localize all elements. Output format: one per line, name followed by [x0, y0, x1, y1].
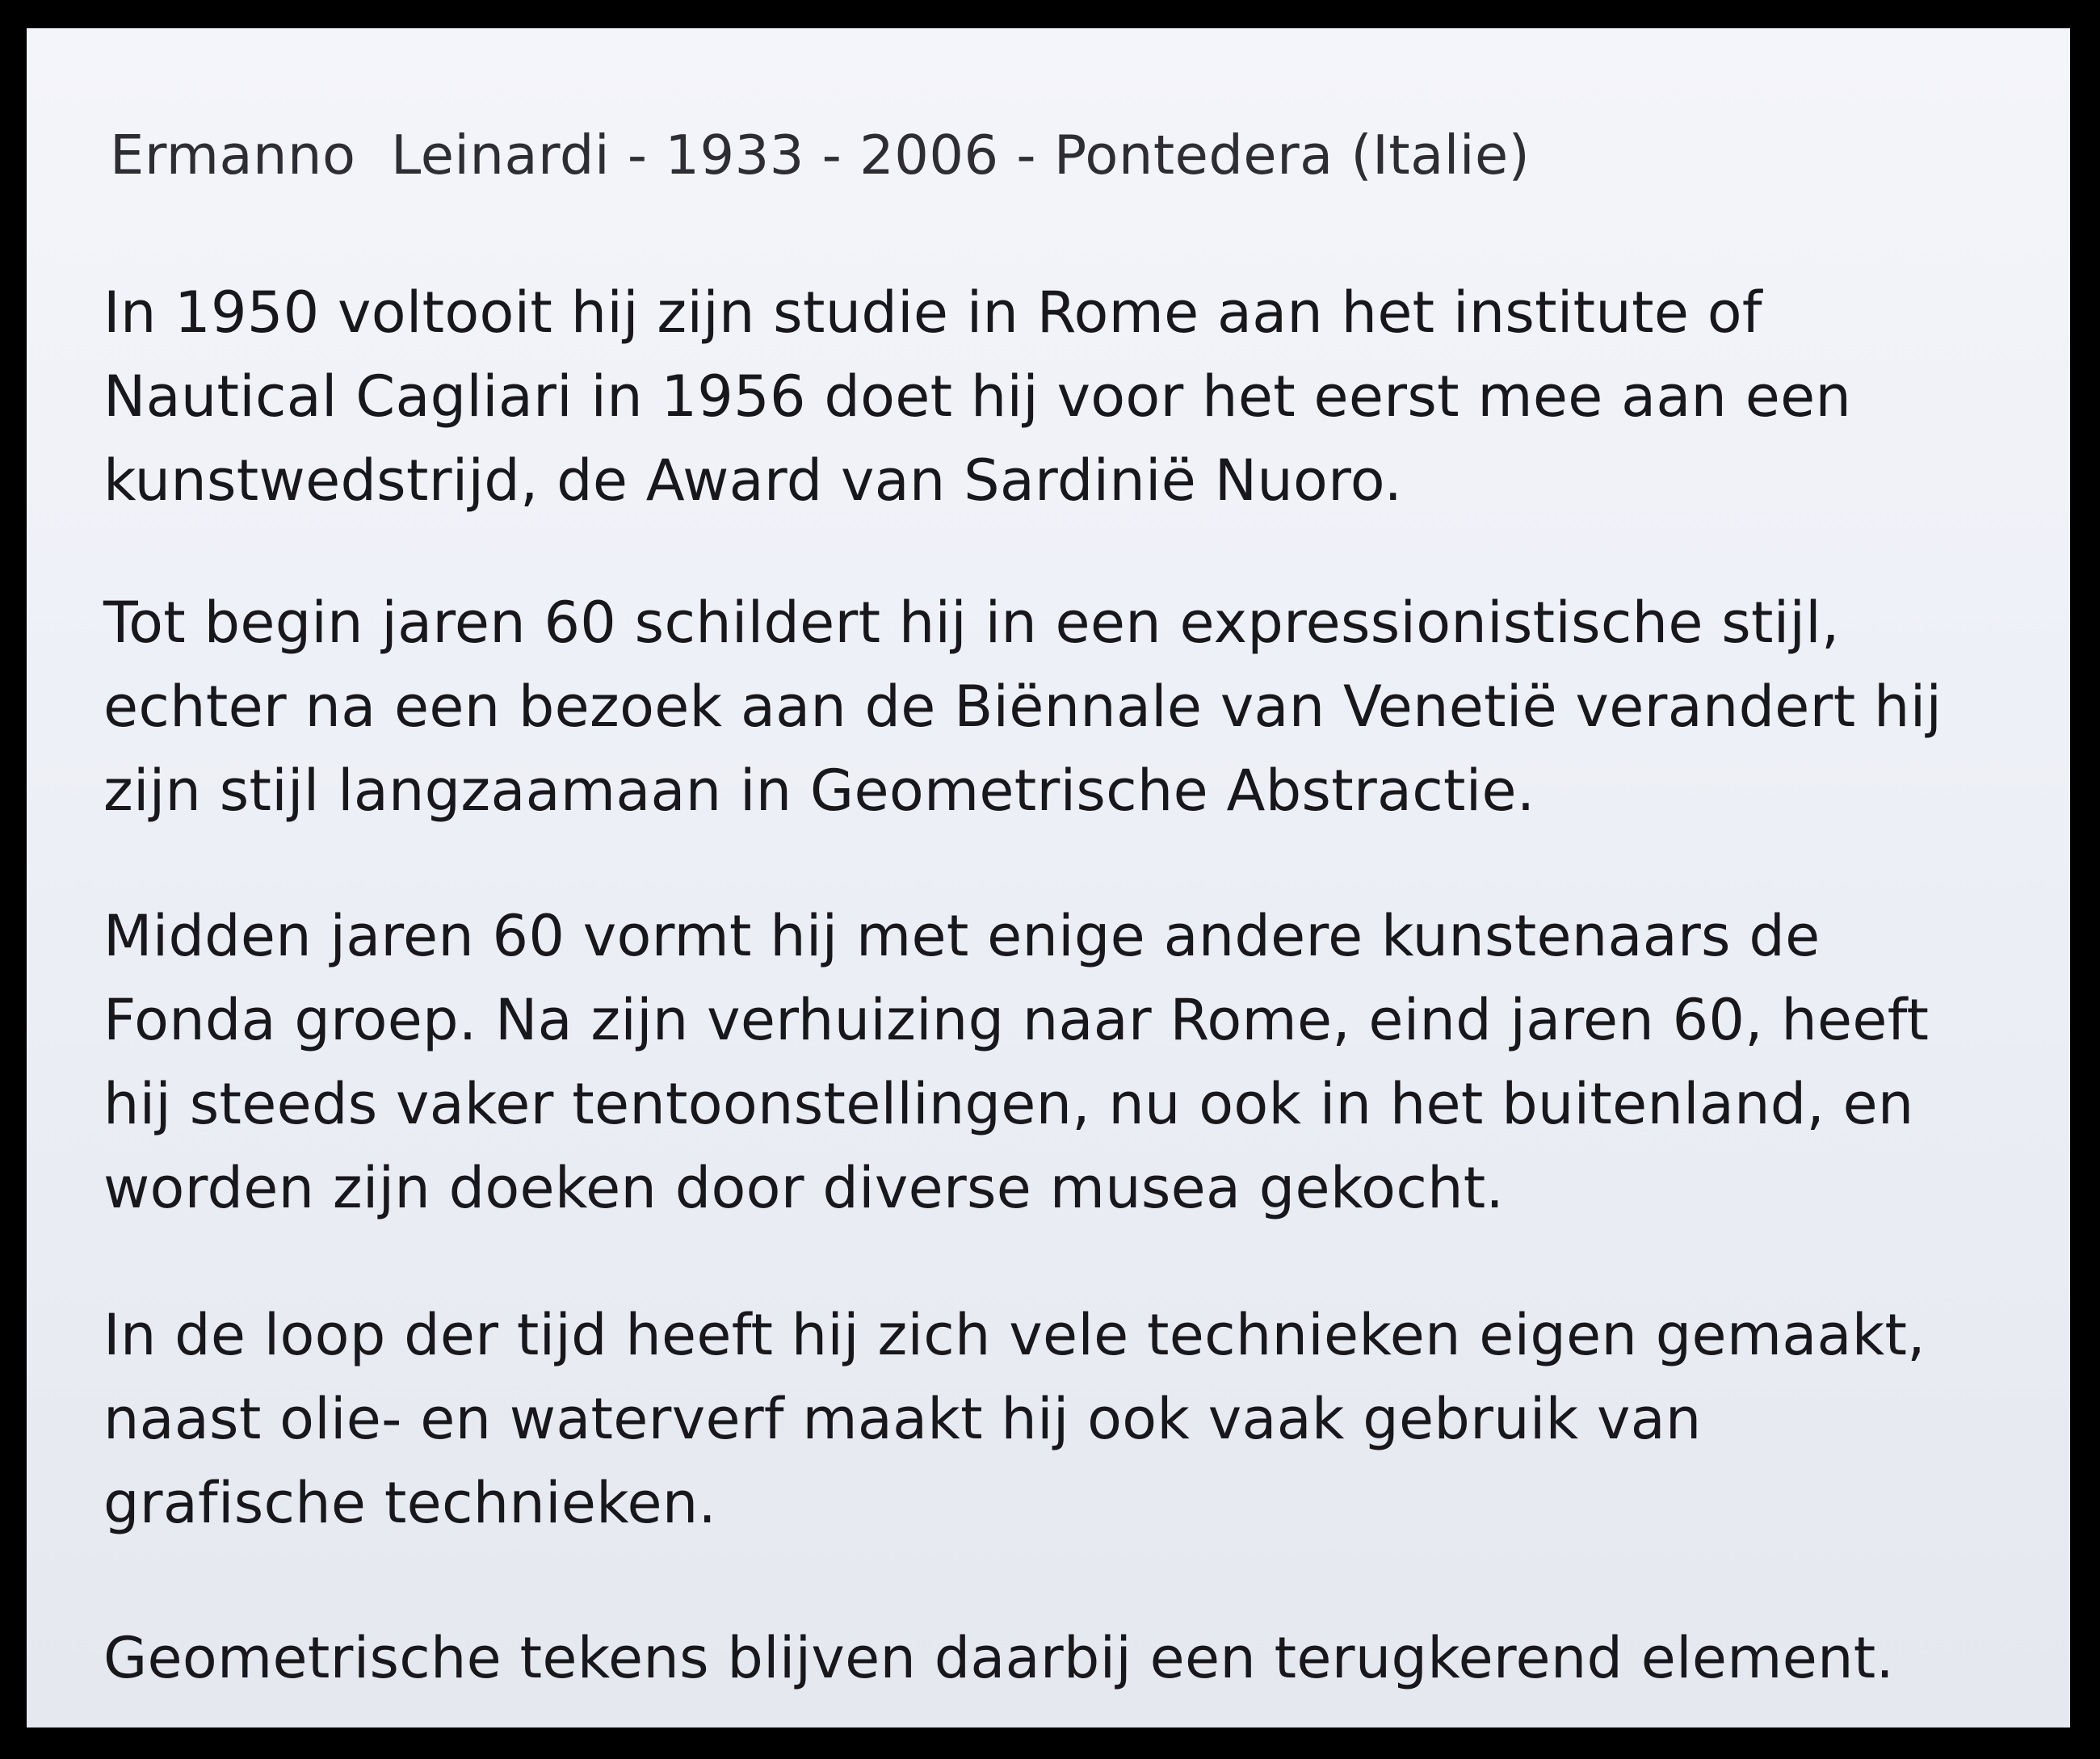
paragraph-line: Geometrische tekens blijven daarbij een terugkerend element. [103, 1625, 1895, 1691]
paragraph-line: naast olie- en waterverf maakt hij ook vaak gebruik van [103, 1386, 1702, 1452]
paragraph-line: zijn stijl langzaamaan in Geometrische Abstractie. [103, 758, 1535, 824]
paragraph-line: hij steeds vaker tentoonstellingen, nu ook in het buitenland, en [103, 1071, 1914, 1137]
paragraph-line: worden zijn doeken door diverse musea gekocht. [103, 1155, 1505, 1221]
paragraph-line: echter na een bezoek aan de Biënnale van Venetië verandert hij [103, 674, 1942, 740]
paragraph-fonda-group [103, 894, 1929, 1230]
placard [27, 28, 2070, 1728]
paragraph-line: Midden jaren 60 vormt hij met enige andere kunstenaars de [103, 903, 1821, 969]
paragraph-techniques [103, 1293, 1926, 1545]
paragraph-line: Fonda groep. Na zijn verhuizing naar Rome, eind jaren 60, heeft [103, 987, 1930, 1053]
paragraph-line: Tot begin jaren 60 schildert hij in een expressionistische stijl, [103, 590, 1840, 656]
paragraph-style [103, 581, 1942, 833]
paragraph-study [103, 271, 1851, 523]
paragraph-line: Nautical Cagliari in 1956 doet hij voor het eerst mee aan een [103, 363, 1852, 430]
paragraph-line: kunstwedstrijd, de Award van Sardinië Nuoro. [103, 447, 1403, 514]
paragraph-line: In 1950 voltooit hij zijn studie in Rome aan het institute of [103, 279, 1762, 346]
paragraph-geometric-signs [103, 1616, 1894, 1700]
paragraph-line: In de loop der tijd heeft hij zich vele technieken eigen gemaakt, [103, 1302, 1926, 1368]
paragraph-line: grafische technieken. [103, 1470, 717, 1536]
placard-heading: Ermanno Leinardi - 1933 - 2006 - Pontedera (Italie) [110, 124, 1531, 187]
